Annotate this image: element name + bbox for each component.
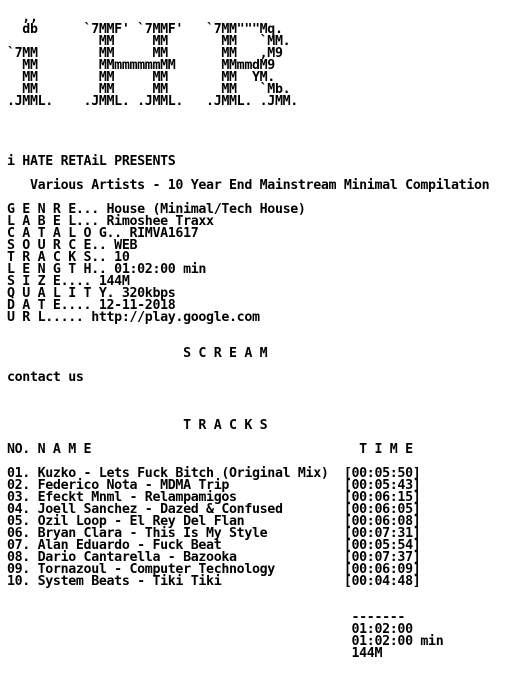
nfo-line: 144M [7,646,383,661]
nfo-line: contact us [7,370,84,385]
nfo-line: 01. Kuzko - Lets Fuck Bitch (Original Mix) [00:05:50] [7,466,421,481]
nfo-line: NO. N A M E T I M E [7,442,413,457]
nfo-line: L A B E L... Rimoshee Traxx [7,214,214,229]
nfo-line: S I Z E.... 144M [7,274,130,289]
nfo-line: 05. Ozil Loop - El Rey Del Flan [00:06:08] [7,514,421,529]
nfo-line: 07. Alan Eduardo - Fuck Beat [00:05:54] [7,538,421,553]
nfo-line: 08. Dario Cantarella - Bazooka [00:07:37] [7,550,421,565]
nfo-line [7,324,489,336]
nfo-line: 03. Efeckt Mnml - Relampamigos [00:06:15] [7,490,421,505]
nfo-line: MM MM MM MM `Mb. [7,82,291,97]
nfo-line: 04. Joell Sanchez - Dazed & Confused [00:06:05] [7,502,421,517]
nfo-line: L E N G T H.. 01:02:00 min [7,262,207,277]
nfo-line: D A T E.... 12-11-2018 [7,298,176,313]
nfo-line: T R A C K S [7,418,268,433]
nfo-line: G E N R E... House (Minimal/Tech House) [7,202,306,217]
nfo-line: S C R E A M [7,346,268,361]
nfo-line: 01:02:00 min [7,634,444,649]
nfo-line: `7MM MM MM MM ,M9 [7,46,283,61]
nfo-line: MM MMmmmmmmMM MMmmdM9 [7,58,275,73]
nfo-line: i HATE RETAiL PRESENTS [7,154,176,169]
nfo-line: 01:02:00 [7,622,413,637]
nfo-line [7,588,489,600]
nfo-line: 10. System Beats - Tiki Tiki [00:04:48] [7,574,421,589]
nfo-line: ------- [7,610,406,625]
nfo-line: 02. Federico Nota - MDMA Trip [00:05:43] [7,478,421,493]
nfo-text-block [7,0,489,660]
nfo-line [7,384,489,396]
nfo-line: T R A C K S.. 10 [7,250,130,265]
nfo-line: MM MM MM MM YM. [7,70,275,85]
nfo-line: U R L..... http://play.google.com [7,310,260,325]
nfo-line [7,396,489,408]
nfo-line [7,0,489,12]
nfo-line: 09. Tornazoul - Computer Technology [00:06:09] [7,562,421,577]
nfo-line [7,132,489,144]
nfo-line [7,120,489,132]
nfo-line: ,, [7,10,38,25]
nfo-line: Various Artists - 10 Year End Mainstream Minimal Compilation [7,178,490,193]
nfo-line: db `7MMF' `7MMF' `7MM"""Mq. [7,22,283,37]
nfo-line: S O U R C E.. WEB [7,238,138,253]
nfo-line: .JMML. .JMML. .JMML. .JMML. .JMM. [7,94,298,109]
nfo-line: Q U A L I T Y. 320kbps [7,286,176,301]
nfo-line [7,108,489,120]
nfo-line: C A T A L O G.. RIMVA1617 [7,226,199,241]
nfo-line: MM MM MM `MM. [7,34,291,49]
nfo-line: 06. Bryan Clara - This Is My Style [00:07:31] [7,526,421,541]
